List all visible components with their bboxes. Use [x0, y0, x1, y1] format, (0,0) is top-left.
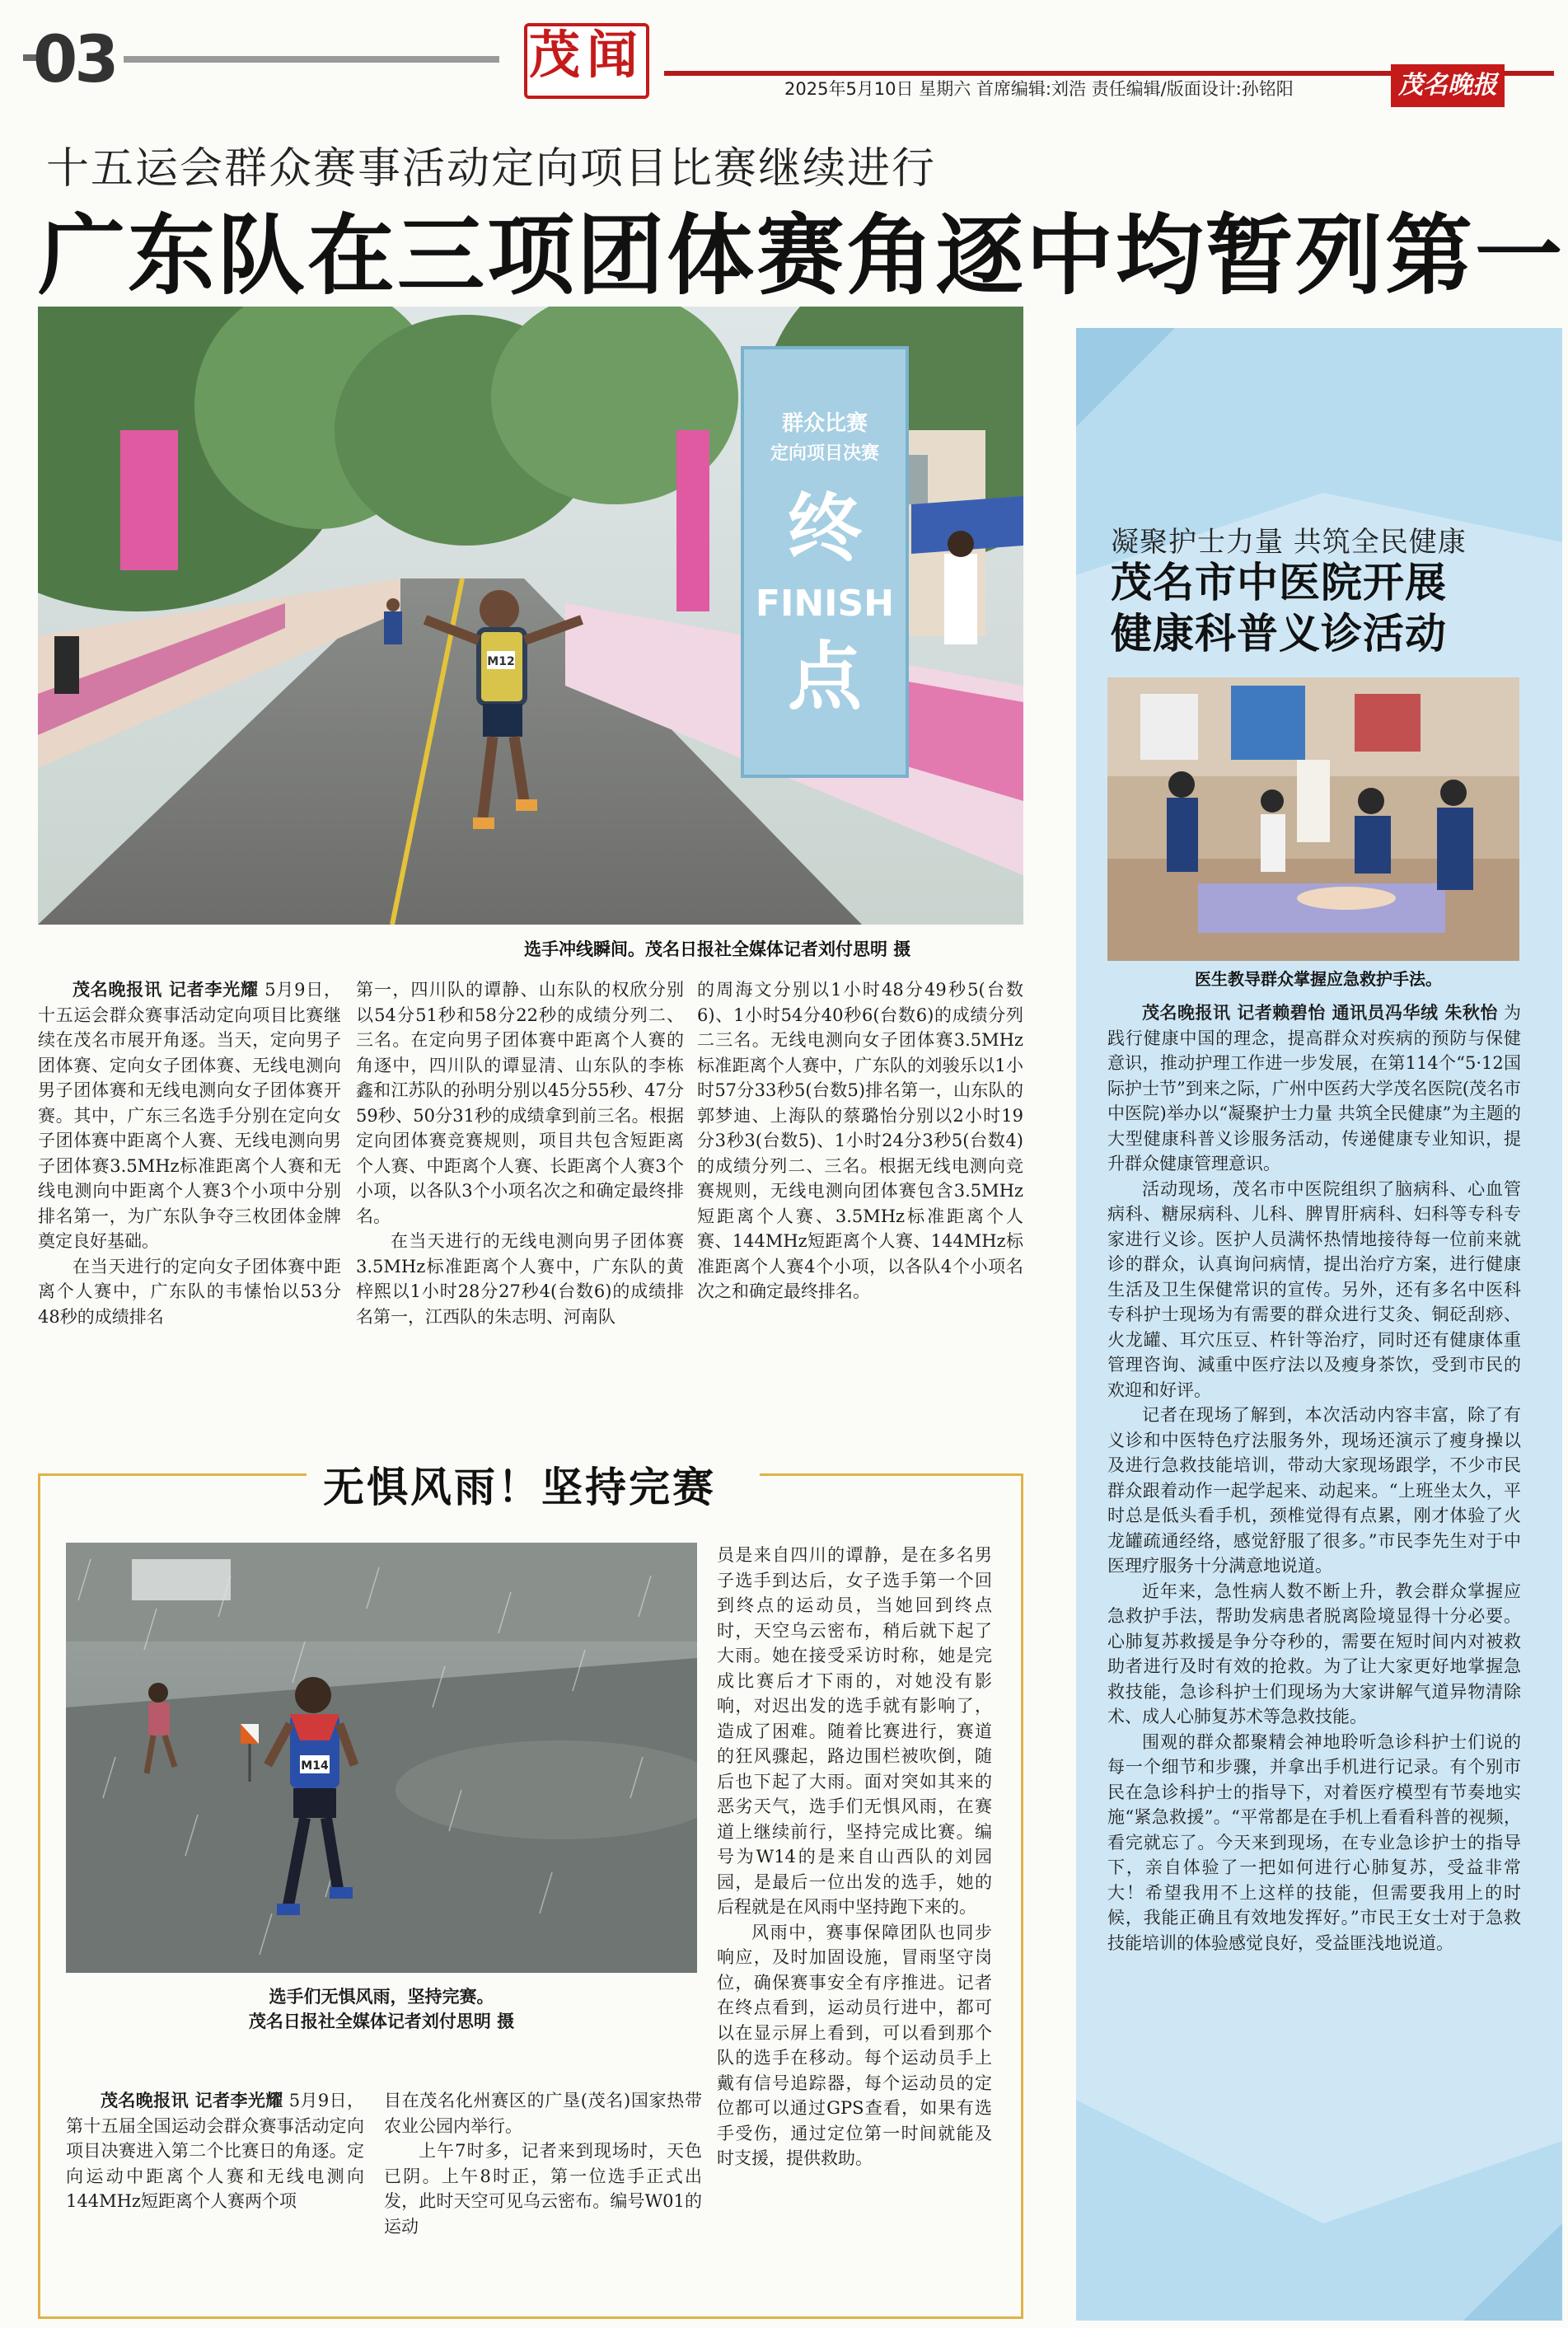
rain-column-1: [66, 2088, 364, 2214]
rain-paragraph-3: 上午7时多，记者来到现场时，天色已阴。上午8时正，第一位选手正式出发，此时天空可见乌云密布。编号W01的运动: [384, 2141, 702, 2237]
sidebar-photo-caption: 医生教导群众掌握应急救护手法。: [1195, 969, 1442, 989]
finish-line-illustration: [38, 307, 1023, 925]
rain-photo-caption: [66, 1984, 697, 2034]
rain-race-illustration: [66, 1543, 697, 1973]
rain-column-2: [384, 2088, 702, 2239]
rain-paragraph-5: 风雨中，赛事保障团队也同步响应，及时加固设施，冒雨坚守岗位，确保赛事安全有序推进。记者在终点看到，运动员行进中，都可以在显示屏上看到，可以看到那个队的选手在移动。每个运动员手上戴有信号追踪器，每个运动员的定位都可以通过GPS查看，如果有选手受伤，通过定位第一时间就能及时支援，提供救助。: [717, 1922, 992, 2168]
sidebar-title-line-2: 健康科普义诊活动: [1111, 610, 1447, 658]
sidebar-paragraph-1-text: 为践行健康中国的理念，提高群众对疾病的预防与保健意识，推动护理工作进一步发展，在第114个“5·12国际护士节”到来之际，广州中医药大学茂名医院(茂名市中医院)举办以“凝聚护士力量 共筑全民健康”为主题的大型健康科普义诊服务活动，传递健康专业知识，提升群众健康管理意识。: [1107, 1003, 1521, 1173]
main-column-1: [38, 977, 341, 1329]
main-dateline: 茂名晚报讯 记者李光耀: [73, 980, 259, 1000]
sidebar-paragraph-1: [1107, 1000, 1521, 1177]
sidebar-kicker: 凝聚护士力量 共筑全民健康: [1111, 526, 1467, 559]
rain-paragraph-2: 目在茂名化州赛区的广垦(茂名)国家热带农业公园内举行。: [384, 2091, 702, 2136]
section-char-1: 茂: [529, 25, 581, 85]
sidebar-dateline: 茂名晚报讯 记者赖碧怡 通讯员冯华绒 朱秋怡: [1142, 1003, 1498, 1023]
sidebar-title: [1111, 557, 1447, 659]
rain-runner-bib: M14: [301, 1759, 329, 1773]
main-paragraph-4: 在当天进行的无线电测向男子团体赛3.5MHz标准距离个人赛中，广东队的黄梓熙以1小时28分27秒4(台数6)的成绩排名第一，江西队的朱志明、河南队: [356, 1231, 684, 1327]
main-column-2: [356, 977, 684, 1329]
photo-banner-text-2: 定向项目决赛: [770, 443, 880, 464]
section-tag: [524, 23, 649, 99]
page-number: 03: [33, 23, 116, 97]
main-paragraph-1-text: 5月9日，十五运会群众赛事活动定向项目比赛继续在茂名市展开角逐。当天，定向男子团体赛、定向女子团体赛、无线电测向男子团体赛和无线电测向女子团体赛开赛。其中，广东三名选手分别在定向女子团体赛中距离个人赛、无线电测向男子团体赛3.5MHz标准距离个人赛和无线电测向中距离个人赛3个小项中分别排名第一，为广东队争夺三枚团体金牌奠定良好基础。: [38, 980, 341, 1251]
rain-dateline: 茂名晚报讯 记者李光耀: [101, 2091, 283, 2110]
header-meta: 2025年5月10日 星期六 首席编辑:刘浩 责任编辑/版面设计:孙铭阳: [784, 79, 1294, 99]
rain-paragraph-1-text: 5月9日，第十五届全国运动会群众赛事活动定向项目决赛进入第二个比赛日的角逐。定向运动中距离个人赛和无线电测向144MHz短距离个人赛两个项: [66, 2091, 364, 2211]
runner-bib: M12: [487, 655, 515, 668]
main-headline: 广东队在三项团体赛角逐中均暂列第一: [38, 205, 1565, 307]
rain-caption-line-1: 选手们无惧风雨，坚持完赛。: [269, 1987, 494, 2007]
rain-paragraph-4: 员是来自四川的谭静，是在多名男子选手到达后，女子选手第一个回到终点的运动员，当她回到终点时，天空乌云密布，稍后就下起了大雨。她在接受采访时称，她是完成比赛后才下雨的，对她没有影响，对迟出发的选手就有影响了，造成了困难。随着比赛进行，赛道的狂风骤起，路边围栏被吹倒，随后也下起了大雨。面对突如其来的恶劣天气，选手们无惧风雨，在赛道上继续前行，坚持完成比赛。编号为W14的是来自山西队的刘园园，是最后一位出发的选手，她的后程就是在风雨中坚持跑下来的。: [717, 1545, 992, 1917]
section-char-2: 闻: [587, 25, 639, 85]
sidebar-body: [1107, 1000, 1521, 1956]
sidebar-paragraph-3: 记者在现场了解到，本次活动内容丰富，除了有义诊和中医特色疗法服务外，现场还演示了瘦身操以及进行急救技能培训，带动大家现场跟学，不少市民群众跟着动作一起学起来、动起来。“上班坐太久，平时总是低头看手机，颈椎觉得有点累，刚才体验了火龙罐疏通经络，感觉舒服了很多。”市民李先生对于中医理疗服务十分满意地说道。: [1107, 1405, 1521, 1576]
rain-race-photo: [66, 1543, 697, 1973]
photo-banner-text-1: 群众比赛: [781, 411, 868, 436]
main-photo-caption: 选手冲线瞬间。茂名日报社全媒体记者刘付思明 摄: [524, 939, 911, 959]
main-paragraph-1: [38, 977, 341, 1254]
cpr-training-illustration: [1107, 677, 1519, 961]
main-paragraph-2: 在当天进行的定向女子团体赛中距离个人赛中，广东队的韦愫怡以53分48秒的成绩排名: [38, 1256, 341, 1327]
sidebar-paragraph-4: 近年来，急性病人数不断上升，教会群众掌握应急救护手法，帮助发病患者脱离险境显得十分必要。心肺复苏救援是争分夺秒的，需要在短时间内对被救助者进行及时有效的抢救。为了让大家更好地掌握急救技能，急诊科护士们现场为大家讲解气道异物清除术、成人心肺复苏术等急救技能。: [1107, 1581, 1521, 1726]
header-rule: [124, 56, 499, 63]
main-paragraph-5: 的周海文分别以1小时48分49秒5(台数6)、1小时54分40秒6(台数6)的成绩分列二三名。无线电测向女子团体赛3.5MHz标准距离个人赛中，广东队的刘骏乐以1小时57分33秒5(台数5)排名第一，山东队的郭梦迪、上海队的蔡璐怡分别以2小时19分3秒3(台数5)、1小时24分3秒5(台数4)的成绩分列二、三名。根据无线电测向竞赛规则，无线电测向团体赛包含3.5MHz短距离个人赛、3.5MHz标准距离个人赛、144MHz短距离个人赛、144MHz标准距离个人赛4个小项，以各队4个小项名次之和确定最终排名。: [697, 980, 1023, 1301]
sidebar-title-line-1: 茂名市中医院开展: [1111, 559, 1447, 607]
rain-paragraph-1: [66, 2088, 364, 2214]
rain-column-3: [717, 1543, 992, 2171]
main-kicker: 十五运会群众赛事活动定向项目比赛继续进行: [46, 144, 937, 194]
sidebar-paragraph-5: 围观的群众都聚精会神地聆听急诊科护士们说的每一个细节和步骤，并拿出手机进行记录。有个别市民在急诊科护士的指导下，对着医疗模型有节奏地实施“紧急救援”。“平常都是在手机上看看科普的视频，看完就忘了。今天来到现场，在专业急诊护士的指导下，亲自体验了一把如何进行心肺复苏，受益非常大！希望我用不上这样的技能，但需要我用上的时候，我能正确且有效地发挥好。”市民王女士对于急救技能培训的体验感觉良好，受益匪浅地说道。: [1107, 1731, 1521, 1953]
main-column-3: [697, 977, 1023, 1305]
cpr-training-photo: [1107, 677, 1519, 961]
photo-finish-word: FINISH: [755, 583, 895, 625]
main-paragraph-3: 第一，四川队的谭静、山东队的权欣分别以54分51秒和58分22秒的成绩分列二、三名。在定向男子团体赛中距离个人赛的角逐中，四川队的谭显清、山东队的李栋鑫和江苏队的孙明分别以45分55秒、47分59秒、50分31秒的成绩拿到前三名。根据定向团体赛竞赛规则，项目共包含短距离个人赛、中距离个人赛、长距离个人赛3个小项，以各队3个小项名次之和确定最终排名。: [356, 980, 684, 1226]
newspaper-logo: 茂名晚报: [1391, 64, 1505, 107]
photo-finish-char-1: 终: [788, 485, 862, 572]
rain-story-title: 无惧风雨！坚持完赛: [323, 1464, 716, 1511]
sidebar-paragraph-2: 活动现场，茂名市中医院组织了脑病科、心血管病科、糖尿病科、儿科、脾胃肝病科、妇科等专科专家进行义诊。医护人员满怀热情地接待每一位前来就诊的群众，认真询问病情，提出治疗方案，进行健康生活及卫生保健常识的宣传。另外，还有多名中医科专科护士现场为有需要的群众进行艾灸、铜砭刮痧、火龙罐、耳穴压豆、杵针等治疗，同时还有健康体重管理咨询、減重中医疗法以及瘦身茶饮，受到市民的欢迎和好评。: [1107, 1178, 1521, 1400]
finish-line-photo: [38, 307, 1023, 925]
photo-finish-char-2: 点: [788, 634, 862, 720]
rain-caption-line-2: 茂名日报社全媒体记者刘付思明 摄: [248, 2012, 515, 2031]
